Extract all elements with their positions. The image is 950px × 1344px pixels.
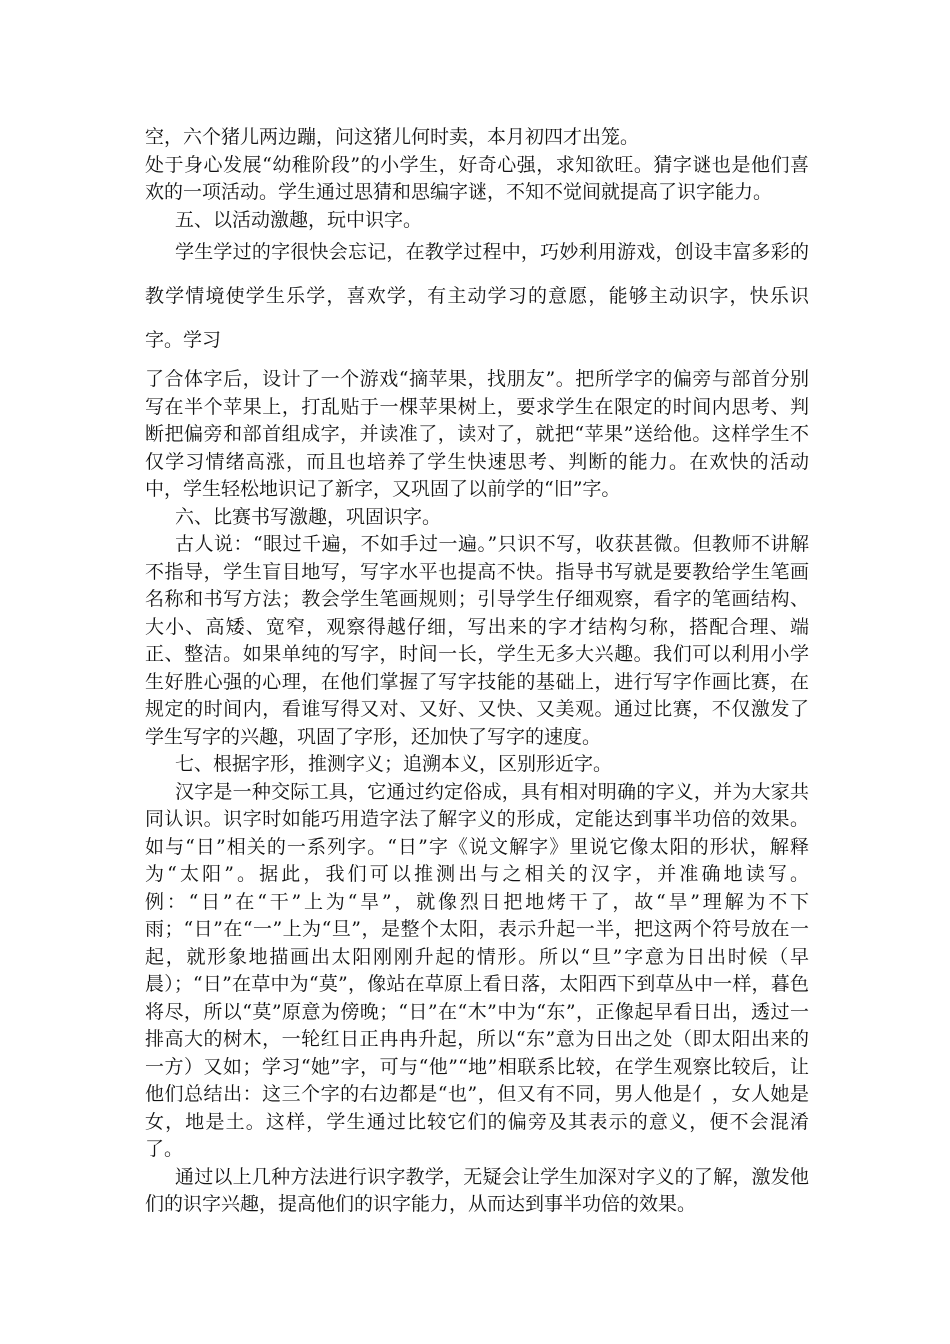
heading-section-5: 五、以活动激趣，玩中识字。 <box>175 208 423 231</box>
paragraph-activity-intro: 学生学过的字很快会忘记，在教学过程中，巧妙利用游戏，创设丰富多彩的教学情境使学生乐学，喜欢学，有主动学习的意愿，能够主动识字，快乐识字。学习 <box>145 241 809 351</box>
paragraph-activity-game: 了合体字后，设计了一个游戏“摘苹果，找朋友”。把所学字的偏旁与部首分别写在半个苹果上，打乱贴于一棵苹果树上，要求学生在限定的时间内思考、判断把偏旁和部首组成字，并读准了，读对了，就把“苹果”送给他。这样学生不仅学习情绪高涨，而且也培养了学生快速思考、判断的能力。在欢快的活动中，学生轻松地识记了新字，又巩固了以前学的“旧”字。 <box>145 368 809 500</box>
paragraph-character-meaning: 汉字是一种交际工具，它通过约定俗成，具有相对明确的字义，并为大家共同认识。识字时如能巧用造字法了解字义的形成，定能达到事半功倍的效果。如与“日”相关的一系列字。“日”字《说文解字》里说它像太阳的形状，解释为“太阳”。据此，我们可以推测出与之相关的汉字，并准确地读写。例：“日”在“干”上为“旱”，就像烈日把地烤干了，故“旱”理解为不下雨；“日”在“一”上为“旦”，是整个太阳，表示升起一半，把这两个符号放在一起，就形象地描画出太阳刚刚升起的情形。所以“旦”字意为日出时候（早晨）；“日”在草中为“莫”，像站在草原上看日落，太阳西下到草丛中一样，暮色将尽，所以“莫”原意为傍晚；“日”在“木”中为“东”，正像起早看日出，透过一排高大的树木，一轮红日正冉冉升起，所以“东”意为日出之处（即太阳出来的一方）又如；学习“她”字，可与“他”“地”相联系比较，在学生观察比较后，让他们总结出：这三个字的右边都是“也”，但又有不同，男人他是亻，女人她是女，地是土。这样，学生通过比较它们的偏旁及其表示的意义，便不会混淆了。 <box>145 780 809 1160</box>
heading-section-6: 六、比赛书写激趣，巩固识字。 <box>175 505 442 528</box>
paragraph-riddle-summary: 处于身心发展“幼稚阶段”的小学生，好奇心强，求知欲旺。猜字谜也是他们喜欢的一项活动。学生通过思猜和思编字谜，不知不觉间就提高了识字能力。 <box>145 153 809 203</box>
document-body <box>145 124 809 1219</box>
paragraph-writing-contest: 古人说：“眼过千遍，不如手过一遍。”只识不写，收获甚微。但教师不讲解不指导，学生盲目地写，写字水平也提高不快。指导书写就是要教给学生笔画名称和书写方法；教会学生笔画规则；引导学生仔细观察，看字的笔画结构、大小、高矮、宽窄，观察得越仔细，写出来的字才结构匀称，搭配合理、端正、整洁。如果单纯的写字，时间一长，学生无多大兴趣。我们可以利用小学生好胜心强的心理，在他们掌握了写字技能的基础上，进行写字作画比赛，在规定的时间内，看谁写得又对、又好、又快、又美观。通过比赛，不仅激发了学生写字的兴趣，巩固了字形，还加快了写字的速度。 <box>145 533 809 748</box>
paragraph-conclusion: 通过以上几种方法进行识字教学，无疑会让学生加深对字义的了解，激发他们的识字兴趣，提高他们的识字能力，从而达到事半功倍的效果。 <box>145 1165 809 1215</box>
paragraph-riddle-end: 空，六个猪儿两边蹦，问这猪儿何时卖，本月初四才出笼。 <box>145 126 640 148</box>
heading-section-7: 七、根据字形，推测字义；追溯本义，区别形近字。 <box>175 753 613 775</box>
